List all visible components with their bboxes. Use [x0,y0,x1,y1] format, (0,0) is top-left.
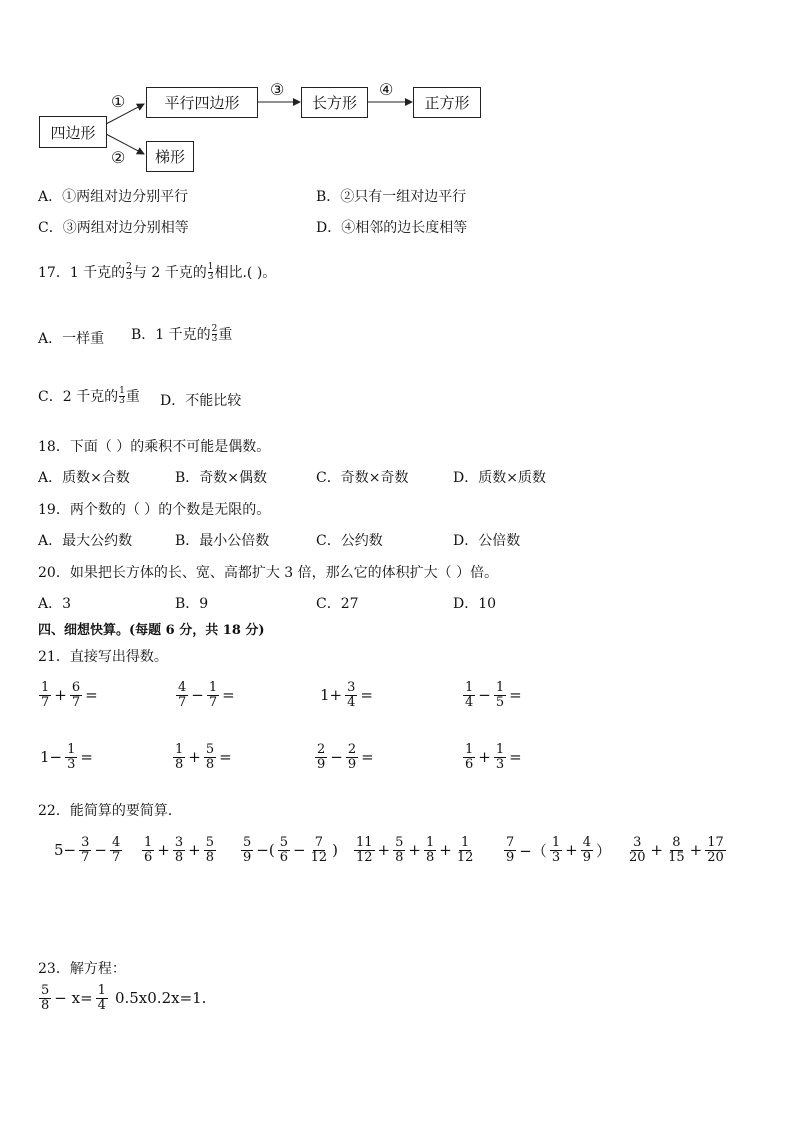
marker-4: ④ [379,80,394,99]
q18-option-a: A．质数×合数 [38,470,130,486]
q17-option-c: C．2 千克的 1 3 重 [38,385,140,406]
q19-option-d: D．公倍数 [453,533,521,549]
node-quadrilateral: 四边形 [39,116,107,148]
q16-option-d: D．④相邻的边长度相等 [316,220,468,236]
q17-option-b: B．1 千克的 2 3 重 [131,323,233,344]
section-heading: 四、细想快算。(每题 6 分，共 18 分) [38,623,265,638]
q18-option-d: D．质数×质数 [453,470,546,486]
node-parallelogram: 平行四边形 [146,87,258,118]
q21-item: $\frac{1}{8}$ + $\frac{5}{8}$ = [175,742,232,772]
marker-1: ① [111,92,126,111]
q17-fraction-2: 1 3 [207,261,214,282]
q23-equations: $\frac{5}{8}$ − x= $\frac{1}{4}$ 0.5x0.2x=1. [41,983,207,1013]
node-square: 正方形 [413,87,481,118]
q22-expression-4: $\frac{11}{12}$ + $\frac{5}{8}$ + $\frac{1}{8}$ + $\frac{1}{12}$ [356,835,474,865]
node-trapezoid: 梯形 [146,141,194,172]
q22-expression-3: $\frac{5}{9}$ −( $\frac{5}{6}$ − $\frac{7}{12}$ ) [243,835,338,865]
q23-stem: 23．解方程： [38,961,126,977]
q22-expression-2: $\frac{1}{6}$ + $\frac{3}{8}$ + $\frac{5}{8}$ [144,835,214,865]
q22-expression-1: 5− $\frac{3}{7}$ − $\frac{4}{7}$ [54,835,121,865]
node-rectangle: 长方形 [301,87,368,118]
marker-3: ③ [270,80,285,99]
q21-item: $\frac{1}{4}$ − $\frac{1}{5}$ = [465,680,522,710]
q21-item: $\frac{4}{7}$ − $\frac{1}{7}$ = [178,680,235,710]
q21-item: $\frac{1}{6}$ + $\frac{1}{3}$ = [465,742,522,772]
q21-item: $\frac{1}{7}$ + $\frac{6}{7}$ = [41,680,98,710]
q18-option-b: B．奇数×偶数 [175,470,268,486]
q17-fraction-1: 2 3 [126,261,132,282]
q17-option-a: A．一样重 [38,331,105,347]
q17-option-d: D．不能比较 [160,393,242,409]
q16-option-c: C．③两组对边分别相等 [38,220,189,236]
q16-option-b: B．②只有一组对边平行 [316,189,467,205]
q19-stem: 19．两个数的（ ）的个数是无限的。 [38,502,271,518]
q21-item: $\frac{2}{9}$ − $\frac{2}{9}$ = [317,742,374,772]
q22-expression-5: $\frac{7}{9}$ −（ $\frac{1}{3}$ + $\frac{4}{9}$ ） [506,835,612,865]
q19-option-c: C．公约数 [316,533,383,549]
q22-expression-6: $\frac{3}{20}$ + $\frac{8}{15}$ + $\frac{17}{20}$ [629,835,724,865]
q17-stem: 17．1 千克的 2 3 与 2 千克的 1 3 相比.( )。 [38,261,277,282]
q18-stem: 18．下面（ ）的乘积不可能是偶数。 [38,439,271,455]
q21-item: 1+ $\frac{3}{4}$ = [320,680,373,710]
q20-option-c: C．27 [316,596,359,612]
q20-option-d: D．10 [453,596,497,612]
q20-option-b: B．9 [175,596,209,612]
q21-stem: 21．直接写出得数。 [38,649,168,665]
q22-stem: 22．能简算的要简算． [38,803,182,819]
marker-2: ② [111,148,126,167]
q19-option-a: A．最大公约数 [38,533,133,549]
q20-stem: 20．如果把长方体的长、宽、高都扩大 3 倍，那么它的体积扩大（ ）倍。 [38,565,499,581]
q19-option-b: B．最小公倍数 [175,533,270,549]
q16-option-a: A．①两组对边分别平行 [38,189,189,205]
q21-item: 1− $\frac{1}{3}$ = [40,742,93,772]
q18-option-c: C．奇数×奇数 [316,470,409,486]
q20-option-a: A．3 [38,596,72,612]
